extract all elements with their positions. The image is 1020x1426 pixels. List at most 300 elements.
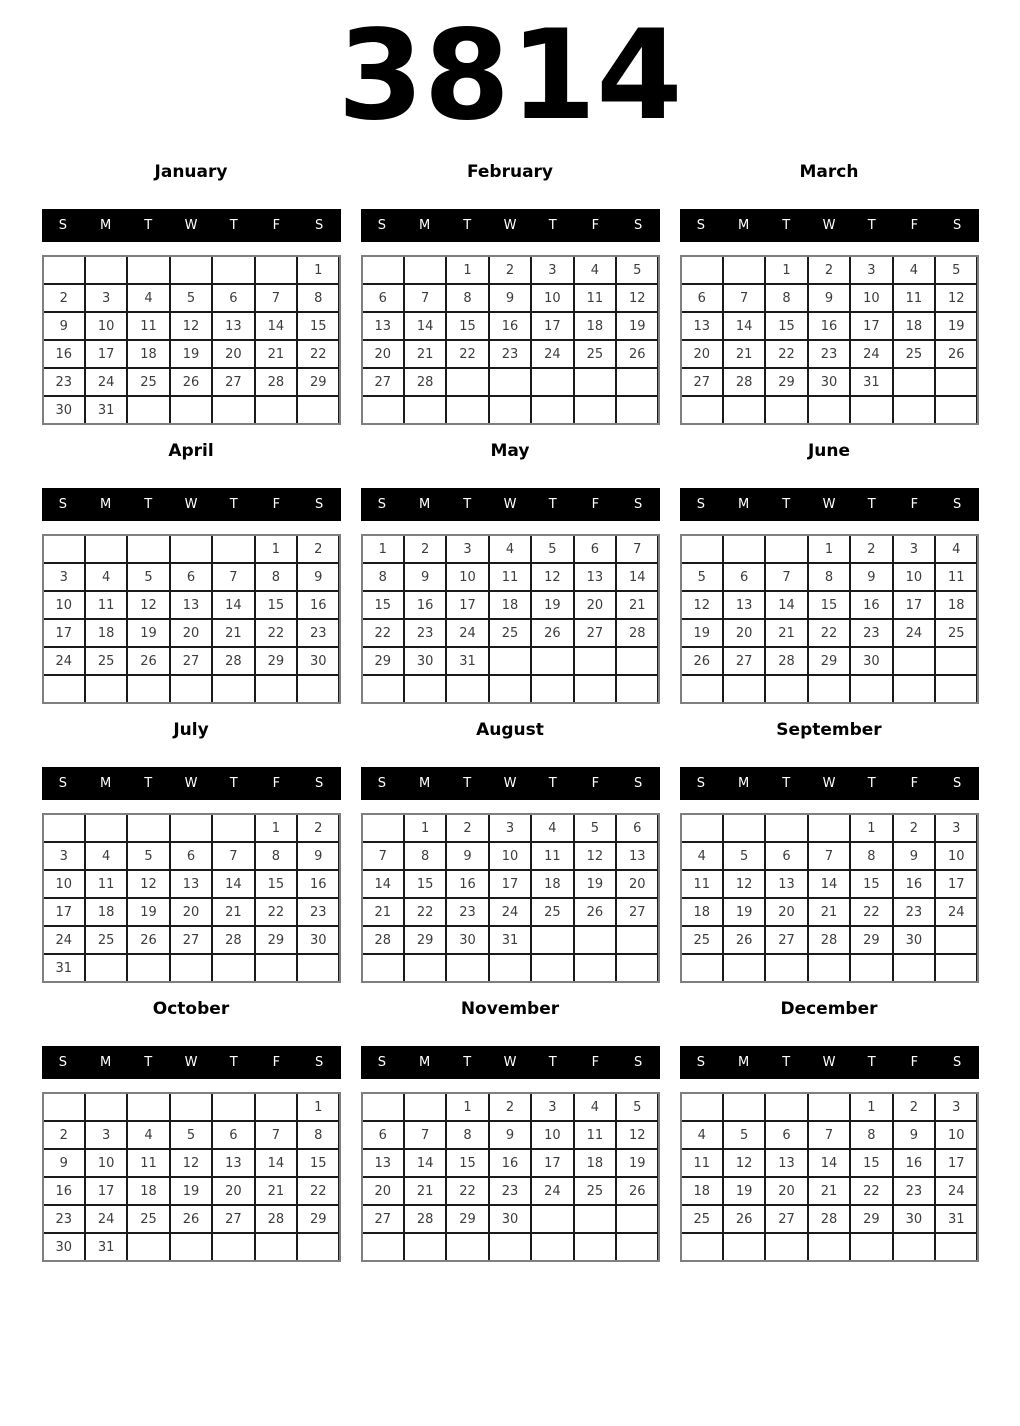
day-cell: 7 (766, 564, 806, 590)
weekday-label: T (144, 1055, 153, 1070)
day-cell: 21 (809, 1178, 849, 1204)
day-cell-empty (171, 1234, 211, 1260)
day-cell: 17 (86, 341, 126, 367)
day-cell: 18 (86, 620, 126, 646)
day-cell-empty (213, 536, 253, 562)
day-cell: 13 (766, 871, 806, 897)
weekday-label: S (377, 1055, 386, 1070)
day-cell: 22 (298, 1178, 338, 1204)
day-cell-empty (213, 257, 253, 283)
weekday-label: T (229, 497, 238, 512)
day-cell: 8 (447, 285, 487, 311)
day-cell: 7 (213, 564, 253, 590)
weekday-label: S (58, 497, 67, 512)
day-cell: 4 (894, 257, 934, 283)
day-cell-empty (809, 397, 849, 423)
day-cell: 18 (532, 871, 572, 897)
day-cell-empty (363, 397, 403, 423)
weekday-label: S (377, 776, 386, 791)
day-grid (680, 813, 979, 983)
day-cell: 30 (298, 648, 338, 674)
day-cell: 28 (724, 369, 764, 395)
day-cell: 6 (171, 564, 211, 590)
day-cell-empty (256, 676, 296, 702)
day-cell: 31 (851, 369, 891, 395)
day-cell: 12 (617, 285, 657, 311)
calendar-page (0, 4, 1020, 1262)
day-cell: 2 (298, 536, 338, 562)
day-cell: 5 (532, 536, 572, 562)
day-cell-empty (724, 955, 764, 981)
day-cell: 27 (213, 1206, 253, 1232)
day-cell: 12 (128, 592, 168, 618)
day-cell: 23 (447, 899, 487, 925)
day-cell: 10 (86, 1150, 126, 1176)
day-cell: 21 (724, 341, 764, 367)
day-cell: 20 (171, 899, 211, 925)
weekday-label: W (184, 218, 198, 233)
day-cell: 24 (447, 620, 487, 646)
day-cell-empty (490, 648, 530, 674)
day-cell-empty (617, 927, 657, 953)
day-cell-empty (532, 676, 572, 702)
weekday-label: T (782, 218, 791, 233)
day-cell: 5 (171, 1122, 211, 1148)
day-cell: 7 (809, 843, 849, 869)
weekday-label: S (953, 1055, 962, 1070)
day-cell: 30 (44, 1234, 84, 1260)
day-cell-empty (86, 955, 126, 981)
day-cell: 9 (490, 285, 530, 311)
day-cell: 31 (44, 955, 84, 981)
day-cell: 14 (256, 1150, 296, 1176)
day-cell-empty (213, 1234, 253, 1260)
day-cell-empty (86, 676, 126, 702)
weekday-label: T (229, 218, 238, 233)
day-cell: 21 (766, 620, 806, 646)
day-cell: 10 (936, 1122, 976, 1148)
day-cell: 17 (936, 1150, 976, 1176)
day-cell: 1 (809, 536, 849, 562)
day-cell: 9 (298, 564, 338, 590)
day-cell: 23 (490, 1178, 530, 1204)
day-cell: 8 (851, 843, 891, 869)
day-cell-empty (298, 1234, 338, 1260)
month-name: July (173, 720, 209, 740)
day-cell-empty (617, 648, 657, 674)
day-cell: 16 (851, 592, 891, 618)
weekday-label: S (377, 218, 386, 233)
weekday-label: S (634, 776, 643, 791)
day-cell: 25 (490, 620, 530, 646)
month-name: June (807, 441, 851, 461)
weekday-label: F (272, 218, 281, 233)
day-cell: 1 (766, 257, 806, 283)
weekday-header (42, 1046, 341, 1079)
day-cell-empty (171, 257, 211, 283)
day-cell: 2 (851, 536, 891, 562)
day-cell: 6 (213, 1122, 253, 1148)
day-cell-empty (298, 397, 338, 423)
day-cell: 12 (575, 843, 615, 869)
day-cell-empty (405, 676, 445, 702)
weekday-label: W (822, 776, 836, 791)
day-cell: 1 (298, 257, 338, 283)
weekday-label: S (696, 776, 705, 791)
day-cell-empty (44, 536, 84, 562)
day-cell-empty (851, 955, 891, 981)
weekday-label: F (272, 497, 281, 512)
weekday-label: S (634, 1055, 643, 1070)
day-cell: 9 (894, 843, 934, 869)
day-cell: 14 (617, 564, 657, 590)
day-cell-empty (936, 648, 976, 674)
day-cell-empty (936, 927, 976, 953)
day-cell-empty (724, 257, 764, 283)
day-cell: 20 (682, 341, 722, 367)
day-cell: 3 (532, 257, 572, 283)
day-cell: 23 (44, 369, 84, 395)
day-cell: 11 (936, 564, 976, 590)
weekday-header (42, 209, 341, 242)
day-cell-empty (213, 397, 253, 423)
day-cell: 11 (575, 285, 615, 311)
day-cell: 10 (447, 564, 487, 590)
day-cell-empty (724, 1234, 764, 1260)
day-cell: 27 (171, 927, 211, 953)
day-cell: 17 (44, 899, 84, 925)
day-cell: 28 (766, 648, 806, 674)
day-cell: 24 (894, 620, 934, 646)
day-cell: 2 (44, 285, 84, 311)
day-cell: 9 (809, 285, 849, 311)
day-cell-empty (490, 676, 530, 702)
weekday-header (42, 488, 341, 521)
day-cell: 15 (809, 592, 849, 618)
day-cell: 14 (363, 871, 403, 897)
day-cell: 8 (766, 285, 806, 311)
day-cell: 22 (447, 341, 487, 367)
day-cell: 17 (894, 592, 934, 618)
weekday-label: S (315, 218, 324, 233)
day-cell: 26 (128, 648, 168, 674)
month-name: February (466, 162, 554, 182)
day-cell: 6 (363, 285, 403, 311)
day-cell: 12 (128, 871, 168, 897)
day-cell-empty (490, 1234, 530, 1260)
day-cell: 2 (809, 257, 849, 283)
day-cell: 1 (851, 815, 891, 841)
day-cell-empty (682, 676, 722, 702)
day-cell: 23 (490, 341, 530, 367)
day-cell: 19 (617, 313, 657, 339)
day-cell: 13 (363, 1150, 403, 1176)
weekday-label: W (503, 218, 517, 233)
day-cell: 12 (682, 592, 722, 618)
day-cell: 29 (809, 648, 849, 674)
day-cell: 22 (766, 341, 806, 367)
day-cell: 15 (298, 1150, 338, 1176)
day-cell: 3 (851, 257, 891, 283)
day-cell-empty (44, 257, 84, 283)
day-cell-empty (682, 815, 722, 841)
day-cell: 31 (936, 1206, 976, 1232)
day-cell: 9 (894, 1122, 934, 1148)
day-cell: 13 (766, 1150, 806, 1176)
day-cell-empty (724, 397, 764, 423)
day-cell-empty (256, 1234, 296, 1260)
day-cell: 23 (298, 620, 338, 646)
day-cell: 22 (298, 341, 338, 367)
day-cell-empty (617, 676, 657, 702)
day-cell-empty (809, 815, 849, 841)
day-cell-empty (682, 536, 722, 562)
day-cell: 29 (298, 1206, 338, 1232)
weekday-label: M (418, 497, 431, 512)
day-cell: 5 (128, 564, 168, 590)
day-cell: 19 (936, 313, 976, 339)
day-cell: 25 (575, 341, 615, 367)
day-cell: 24 (86, 369, 126, 395)
day-cell: 23 (405, 620, 445, 646)
weekday-header (361, 209, 660, 242)
day-cell-empty (490, 955, 530, 981)
day-cell: 23 (298, 899, 338, 925)
day-cell: 10 (532, 285, 572, 311)
day-cell: 16 (490, 1150, 530, 1176)
day-cell: 24 (86, 1206, 126, 1232)
day-cell: 21 (256, 341, 296, 367)
day-cell: 26 (724, 1206, 764, 1232)
day-cell: 1 (851, 1094, 891, 1120)
day-cell: 25 (936, 620, 976, 646)
weekday-label: T (782, 776, 791, 791)
day-cell-empty (171, 955, 211, 981)
month-february (361, 162, 660, 425)
day-cell: 31 (86, 1234, 126, 1260)
day-cell: 29 (256, 927, 296, 953)
day-cell: 2 (894, 815, 934, 841)
month-name: September (776, 720, 882, 740)
day-cell-empty (128, 397, 168, 423)
day-cell: 3 (447, 536, 487, 562)
day-cell: 7 (405, 285, 445, 311)
day-cell-empty (936, 955, 976, 981)
day-cell: 19 (724, 1178, 764, 1204)
day-cell: 8 (256, 564, 296, 590)
day-cell-empty (575, 927, 615, 953)
day-cell: 30 (851, 648, 891, 674)
day-cell: 16 (44, 341, 84, 367)
weekday-label: W (503, 497, 517, 512)
weekday-label: T (229, 1055, 238, 1070)
month-march (680, 162, 979, 425)
day-cell: 28 (405, 369, 445, 395)
day-cell-empty (128, 536, 168, 562)
day-cell: 4 (86, 843, 126, 869)
weekday-label: W (822, 218, 836, 233)
day-cell: 26 (936, 341, 976, 367)
day-cell-empty (766, 1094, 806, 1120)
day-cell: 1 (405, 815, 445, 841)
day-cell: 5 (128, 843, 168, 869)
day-cell: 13 (363, 313, 403, 339)
day-cell-empty (213, 955, 253, 981)
day-cell: 28 (213, 927, 253, 953)
day-cell-empty (128, 676, 168, 702)
weekday-label: W (184, 497, 198, 512)
day-cell: 18 (128, 1178, 168, 1204)
day-cell: 6 (617, 815, 657, 841)
day-cell: 10 (86, 313, 126, 339)
weekday-label: T (867, 497, 876, 512)
weekday-label: T (463, 1055, 472, 1070)
day-cell: 14 (405, 1150, 445, 1176)
day-cell: 12 (171, 313, 211, 339)
day-cell: 11 (575, 1122, 615, 1148)
day-cell: 15 (447, 1150, 487, 1176)
day-cell: 1 (447, 1094, 487, 1120)
day-cell: 21 (213, 899, 253, 925)
day-cell: 3 (490, 815, 530, 841)
day-cell: 2 (447, 815, 487, 841)
day-cell: 5 (724, 843, 764, 869)
day-cell: 25 (86, 927, 126, 953)
day-cell: 11 (682, 871, 722, 897)
weekday-label: F (910, 1055, 919, 1070)
day-cell: 13 (575, 564, 615, 590)
day-cell: 25 (86, 648, 126, 674)
day-cell-empty (86, 257, 126, 283)
day-cell: 27 (766, 927, 806, 953)
day-cell: 30 (894, 1206, 934, 1232)
day-cell-empty (86, 815, 126, 841)
day-cell: 4 (532, 815, 572, 841)
day-cell-empty (682, 257, 722, 283)
day-cell: 19 (575, 871, 615, 897)
day-cell: 19 (171, 341, 211, 367)
day-grid (680, 534, 979, 704)
day-cell: 26 (532, 620, 572, 646)
weekday-header (42, 767, 341, 800)
day-cell: 28 (405, 1206, 445, 1232)
day-cell: 15 (405, 871, 445, 897)
day-cell-empty (617, 369, 657, 395)
day-cell: 8 (298, 1122, 338, 1148)
day-cell: 12 (617, 1122, 657, 1148)
day-cell: 24 (44, 648, 84, 674)
day-cell: 6 (213, 285, 253, 311)
day-cell: 27 (363, 1206, 403, 1232)
day-cell-empty (363, 1234, 403, 1260)
day-cell-empty (256, 397, 296, 423)
weekday-label: M (99, 1055, 112, 1070)
day-cell: 6 (682, 285, 722, 311)
day-cell: 13 (617, 843, 657, 869)
day-cell-empty (532, 648, 572, 674)
day-cell: 2 (894, 1094, 934, 1120)
day-cell: 11 (894, 285, 934, 311)
day-cell: 1 (298, 1094, 338, 1120)
day-cell: 3 (936, 815, 976, 841)
day-cell: 9 (298, 843, 338, 869)
day-cell-empty (363, 257, 403, 283)
day-cell: 21 (256, 1178, 296, 1204)
weekday-label: M (418, 218, 431, 233)
day-cell: 2 (298, 815, 338, 841)
day-cell-empty (894, 676, 934, 702)
day-cell: 13 (171, 871, 211, 897)
day-cell: 4 (128, 285, 168, 311)
day-cell: 26 (171, 1206, 211, 1232)
month-name: August (476, 720, 544, 740)
day-cell: 19 (682, 620, 722, 646)
day-cell-empty (256, 257, 296, 283)
day-cell: 16 (894, 1150, 934, 1176)
day-cell: 7 (363, 843, 403, 869)
day-cell: 1 (363, 536, 403, 562)
weekday-header (361, 488, 660, 521)
day-cell: 30 (809, 369, 849, 395)
day-cell: 26 (682, 648, 722, 674)
day-cell-empty (766, 1234, 806, 1260)
day-cell: 7 (405, 1122, 445, 1148)
day-cell: 4 (575, 1094, 615, 1120)
day-cell: 28 (256, 369, 296, 395)
day-cell: 10 (894, 564, 934, 590)
day-cell: 12 (936, 285, 976, 311)
day-cell: 14 (724, 313, 764, 339)
day-cell: 2 (490, 1094, 530, 1120)
day-cell: 30 (298, 927, 338, 953)
day-cell: 27 (363, 369, 403, 395)
day-cell: 26 (171, 369, 211, 395)
day-cell: 7 (256, 285, 296, 311)
day-cell-empty (575, 955, 615, 981)
day-cell: 29 (405, 927, 445, 953)
day-cell: 21 (809, 899, 849, 925)
day-cell: 24 (532, 1178, 572, 1204)
day-cell: 13 (682, 313, 722, 339)
day-cell: 9 (851, 564, 891, 590)
day-cell: 20 (617, 871, 657, 897)
day-cell: 24 (490, 899, 530, 925)
day-cell: 11 (128, 313, 168, 339)
month-name: December (780, 999, 878, 1019)
day-cell-empty (213, 1094, 253, 1120)
month-name: April (168, 441, 214, 461)
day-cell: 13 (213, 1150, 253, 1176)
day-cell-empty (405, 955, 445, 981)
day-cell: 29 (766, 369, 806, 395)
day-cell-empty (724, 676, 764, 702)
day-cell: 3 (44, 843, 84, 869)
weekday-label: S (315, 497, 324, 512)
day-cell: 4 (490, 536, 530, 562)
weekday-label: S (696, 497, 705, 512)
day-cell: 21 (405, 341, 445, 367)
day-cell: 30 (44, 397, 84, 423)
day-cell-empty (405, 1234, 445, 1260)
day-cell: 23 (894, 1178, 934, 1204)
day-cell: 8 (447, 1122, 487, 1148)
weekday-label: F (591, 1055, 600, 1070)
month-october (42, 999, 341, 1262)
day-cell: 19 (171, 1178, 211, 1204)
day-cell: 27 (575, 620, 615, 646)
day-grid (42, 1092, 341, 1262)
month-august (361, 720, 660, 983)
